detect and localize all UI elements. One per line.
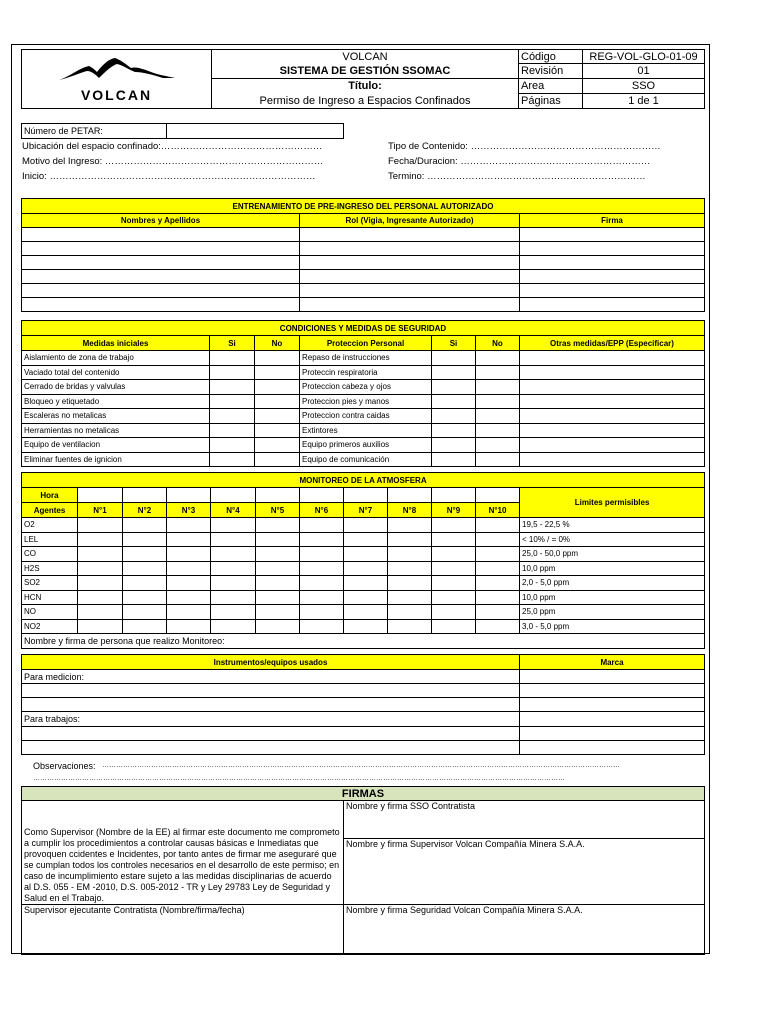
h-medidas: Medidas iniciales bbox=[22, 336, 210, 351]
training-table bbox=[21, 198, 705, 312]
table-row bbox=[22, 590, 705, 605]
proteccion-label: Proteccin respiratoria bbox=[300, 365, 432, 380]
limit-value: 25,0 ppm bbox=[520, 605, 705, 620]
otras-cell[interactable] bbox=[520, 365, 705, 380]
document-title: Permiso de Ingreso a Espacios Confinados bbox=[212, 94, 519, 109]
supervisor-volcan-signature[interactable]: Nombre y firma Supervisor Volcan Compañía Minera S.A.A. bbox=[344, 839, 705, 905]
proteccion-no-cell[interactable] bbox=[476, 423, 520, 438]
reading-cell[interactable] bbox=[78, 561, 123, 576]
conditions-title: CONDICIONES Y MEDIDAS DE SEGURIDAD bbox=[22, 321, 705, 336]
reading-cell[interactable] bbox=[256, 619, 300, 634]
h-no: No bbox=[255, 336, 300, 351]
medida-no-cell[interactable] bbox=[255, 365, 300, 380]
volcan-logo-icon bbox=[57, 56, 177, 86]
otras-cell[interactable] bbox=[520, 409, 705, 424]
proteccion-no-cell[interactable] bbox=[476, 452, 520, 467]
firmas-table bbox=[21, 786, 705, 955]
medida-no-cell[interactable] bbox=[255, 452, 300, 467]
reading-cell[interactable] bbox=[123, 576, 167, 591]
training-title: ENTRENAMIENTO DE PRE-INGRESO DEL PERSONAL AUTORIZADO bbox=[22, 199, 705, 214]
reading-cell[interactable] bbox=[388, 590, 432, 605]
reading-cell[interactable] bbox=[211, 619, 256, 634]
medida-no-cell[interactable] bbox=[255, 394, 300, 409]
petar-input[interactable] bbox=[167, 124, 344, 139]
reading-cell[interactable] bbox=[344, 619, 388, 634]
h-proteccion: Proteccion Personal bbox=[300, 336, 432, 351]
reading-cell[interactable] bbox=[476, 605, 520, 620]
proteccion-label: Proteccion cabeza y ojos bbox=[300, 380, 432, 395]
reading-cell[interactable] bbox=[123, 561, 167, 576]
hora-cell[interactable] bbox=[167, 488, 211, 503]
marca-title: Marca bbox=[520, 655, 705, 670]
hora-cell[interactable] bbox=[388, 488, 432, 503]
reading-cell[interactable] bbox=[78, 605, 123, 620]
reading-cell[interactable] bbox=[211, 590, 256, 605]
table-row bbox=[22, 547, 705, 562]
reading-cell[interactable] bbox=[432, 605, 476, 620]
petar-table bbox=[21, 123, 344, 139]
medida-label: Herramientas no metalicas bbox=[22, 423, 210, 438]
h-si: Si bbox=[210, 336, 255, 351]
limit-value: 3,0 - 5,0 ppm bbox=[520, 619, 705, 634]
proteccion-label: Equipo primeros auxilios bbox=[300, 438, 432, 453]
limit-value: 10,0 ppm bbox=[520, 561, 705, 576]
reading-cell[interactable] bbox=[388, 532, 432, 547]
reading-cell[interactable] bbox=[432, 576, 476, 591]
table-row bbox=[22, 351, 705, 366]
reading-cell[interactable] bbox=[78, 590, 123, 605]
limites-header: Limites permisibles bbox=[520, 488, 705, 518]
tipo-line[interactable]: Tipo de Contenido: …………………………………………………… bbox=[388, 141, 661, 152]
hora-cell[interactable] bbox=[300, 488, 344, 503]
proteccion-si-cell[interactable] bbox=[432, 365, 476, 380]
limit-value: < 10% / = 0% bbox=[520, 532, 705, 547]
reading-col-header: N°2 bbox=[123, 503, 167, 518]
reading-cell[interactable] bbox=[256, 561, 300, 576]
table-row bbox=[22, 228, 705, 242]
table-row bbox=[22, 452, 705, 467]
meta-value-0: REG-VOL-GLO-01-09 bbox=[583, 50, 705, 64]
reading-cell[interactable] bbox=[388, 605, 432, 620]
reading-cell[interactable] bbox=[256, 518, 300, 533]
reading-col-header: N°4 bbox=[211, 503, 256, 518]
observaciones-label: Observaciones: bbox=[33, 761, 96, 771]
trabajos-label[interactable]: Para trabajos: bbox=[22, 712, 520, 727]
table-row bbox=[22, 576, 705, 591]
table-row bbox=[22, 438, 705, 453]
meta-label-2: Area bbox=[519, 79, 583, 94]
conditions-table bbox=[21, 320, 705, 467]
reading-cell[interactable] bbox=[167, 547, 211, 562]
hora-cell[interactable] bbox=[476, 488, 520, 503]
reading-cell[interactable] bbox=[344, 561, 388, 576]
hora-cell[interactable] bbox=[256, 488, 300, 503]
reading-cell[interactable] bbox=[256, 605, 300, 620]
limit-value: 19,5 - 22,5 % bbox=[520, 518, 705, 533]
table-row bbox=[22, 423, 705, 438]
reading-cell[interactable] bbox=[211, 605, 256, 620]
medida-si-cell[interactable] bbox=[210, 365, 255, 380]
compromiso-text: Como Supervisor (Nombre de la EE) al firmar este documento me comprometo a cumplir los procedimientos a controlar causas básicas e Inmediatas que provoquen ccidentes e Incidentes, por tanto antes de firmar me aseguraré que se cumplan todos los controles necesarios en el desarrollo de este permiso; en caso de incumplimiento estare sujeto a las medidas disciplinarias de acuerdo al D.S. 055 - EM -2010, D.S. 005-2012 - TR y Ley 29783 Ley de Seguridad y Salud en el Trabajo. bbox=[22, 801, 344, 905]
proteccion-no-cell[interactable] bbox=[476, 380, 520, 395]
limit-value: 10,0 ppm bbox=[520, 590, 705, 605]
reading-cell[interactable] bbox=[344, 547, 388, 562]
reading-cell[interactable] bbox=[256, 532, 300, 547]
reading-cell[interactable] bbox=[300, 590, 344, 605]
meta-value-2: SSO bbox=[583, 79, 705, 94]
reading-col-header: N°6 bbox=[300, 503, 344, 518]
reading-cell[interactable] bbox=[476, 532, 520, 547]
reading-cell[interactable] bbox=[123, 518, 167, 533]
petar-label: Número de PETAR: bbox=[22, 124, 167, 139]
medida-label: Bloqueo y etiquetado bbox=[22, 394, 210, 409]
observaciones-line-1[interactable]: …………………………………………………………………………………………………………………………………………………………………………………………………… bbox=[102, 762, 620, 769]
table-row bbox=[22, 518, 705, 533]
medida-si-cell[interactable] bbox=[210, 452, 255, 467]
reading-cell[interactable] bbox=[476, 619, 520, 634]
header-table bbox=[21, 49, 705, 109]
hora-cell[interactable] bbox=[123, 488, 167, 503]
observaciones-line-2[interactable]: ………………………………………………………………………………………………………………………………………………………………………………………………………… bbox=[33, 775, 565, 782]
reading-cell[interactable] bbox=[300, 605, 344, 620]
reading-cell[interactable] bbox=[300, 576, 344, 591]
proteccion-si-cell[interactable] bbox=[432, 394, 476, 409]
fecha-line[interactable]: Fecha/Duracion: …………………………………………………… bbox=[388, 156, 651, 167]
instruments-title: Instrumentos/equipos usados bbox=[22, 655, 520, 670]
reading-cell[interactable] bbox=[167, 532, 211, 547]
table-row bbox=[22, 242, 705, 256]
reading-cell[interactable] bbox=[300, 532, 344, 547]
h-otras: Otras medidas/EPP (Especificar) bbox=[520, 336, 705, 351]
monitoring-table bbox=[21, 472, 705, 649]
reading-cell[interactable] bbox=[78, 619, 123, 634]
reading-cell[interactable] bbox=[123, 619, 167, 634]
titulo-label: Título: bbox=[212, 79, 519, 94]
instruments-table bbox=[21, 654, 705, 755]
reading-cell[interactable] bbox=[432, 518, 476, 533]
hora-cell[interactable] bbox=[78, 488, 123, 503]
reading-cell[interactable] bbox=[344, 532, 388, 547]
reading-cell[interactable] bbox=[432, 561, 476, 576]
proteccion-si-cell[interactable] bbox=[432, 380, 476, 395]
reading-cell[interactable] bbox=[388, 619, 432, 634]
agent-label: HCN bbox=[22, 590, 78, 605]
medida-label: Vaciado total del contenido bbox=[22, 365, 210, 380]
proteccion-si-cell[interactable] bbox=[432, 438, 476, 453]
reading-cell[interactable] bbox=[388, 518, 432, 533]
proteccion-si-cell[interactable] bbox=[432, 423, 476, 438]
monitoring-signature[interactable]: Nombre y firma de persona que realizo Monitoreo: bbox=[22, 634, 705, 649]
otras-cell[interactable] bbox=[520, 351, 705, 366]
proteccion-no-cell[interactable] bbox=[476, 394, 520, 409]
reading-cell[interactable] bbox=[211, 576, 256, 591]
reading-col-header: N°10 bbox=[476, 503, 520, 518]
reading-cell[interactable] bbox=[167, 619, 211, 634]
sso-signature[interactable]: Nombre y firma SSO Contratista bbox=[344, 801, 705, 839]
h-no2: No bbox=[476, 336, 520, 351]
agent-label: NO bbox=[22, 605, 78, 620]
reading-cell[interactable] bbox=[300, 547, 344, 562]
proteccion-label: Proteccion pies y manos bbox=[300, 394, 432, 409]
table-row bbox=[22, 270, 705, 284]
reading-cell[interactable] bbox=[211, 547, 256, 562]
logo-text: VOLCAN bbox=[80, 86, 153, 103]
reading-cell[interactable] bbox=[432, 590, 476, 605]
medida-label: Escaleras no metalicas bbox=[22, 409, 210, 424]
ubicacion-line[interactable]: Ubicación del espacio confinado:…………………………………………… bbox=[22, 141, 323, 152]
meta-label-3: Páginas bbox=[519, 94, 583, 109]
agent-label: LEL bbox=[22, 532, 78, 547]
reading-cell[interactable] bbox=[211, 561, 256, 576]
reading-col-header: N°9 bbox=[432, 503, 476, 518]
reading-cell[interactable] bbox=[167, 590, 211, 605]
reading-cell[interactable] bbox=[167, 576, 211, 591]
proteccion-no-cell[interactable] bbox=[476, 409, 520, 424]
reading-cell[interactable] bbox=[476, 518, 520, 533]
proteccion-si-cell[interactable] bbox=[432, 409, 476, 424]
reading-cell[interactable] bbox=[388, 561, 432, 576]
monitoring-title: MONITOREO DE LA ATMOSFERA bbox=[22, 473, 705, 488]
reading-cell[interactable] bbox=[167, 561, 211, 576]
medida-label: Aislamiento de zona de trabajo bbox=[22, 351, 210, 366]
agentes-label: Agentes bbox=[22, 503, 78, 518]
reading-cell[interactable] bbox=[344, 590, 388, 605]
reading-cell[interactable] bbox=[432, 547, 476, 562]
reading-col-header: N°7 bbox=[344, 503, 388, 518]
proteccion-no-cell[interactable] bbox=[476, 365, 520, 380]
limit-value: 2,0 - 5,0 ppm bbox=[520, 576, 705, 591]
table-row bbox=[22, 394, 705, 409]
reading-cell[interactable] bbox=[78, 576, 123, 591]
table-row bbox=[22, 256, 705, 270]
medida-no-cell[interactable] bbox=[255, 351, 300, 366]
table-row bbox=[22, 409, 705, 424]
reading-cell[interactable] bbox=[476, 547, 520, 562]
reading-cell[interactable] bbox=[123, 605, 167, 620]
table-row bbox=[22, 532, 705, 547]
reading-cell[interactable] bbox=[388, 576, 432, 591]
medida-no-cell[interactable] bbox=[255, 423, 300, 438]
reading-col-header: N°1 bbox=[78, 503, 123, 518]
table-row bbox=[22, 365, 705, 380]
medida-si-cell[interactable] bbox=[210, 423, 255, 438]
reading-cell[interactable] bbox=[123, 590, 167, 605]
training-col-names: Nombres y Apellidos bbox=[22, 214, 300, 228]
reading-col-header: N°8 bbox=[388, 503, 432, 518]
reading-col-header: N°3 bbox=[167, 503, 211, 518]
proteccion-label: Proteccion contra caidas bbox=[300, 409, 432, 424]
reading-cell[interactable] bbox=[432, 619, 476, 634]
medida-label: Eliminar fuentes de ignicion bbox=[22, 452, 210, 467]
system-name: SISTEMA DE GESTIÓN SSOMAC bbox=[212, 64, 519, 79]
reading-cell[interactable] bbox=[167, 605, 211, 620]
proteccion-si-cell[interactable] bbox=[432, 452, 476, 467]
motivo-line[interactable]: Motivo del Ingreso: …………………………………………………………… bbox=[22, 156, 324, 167]
seguridad-volcan-signature[interactable]: Nombre y firma Seguridad Volcan Compañía Minera S.A.A. bbox=[344, 905, 705, 955]
reading-cell[interactable] bbox=[211, 518, 256, 533]
reading-cell[interactable] bbox=[344, 518, 388, 533]
hora-cell[interactable] bbox=[344, 488, 388, 503]
agent-label: SO2 bbox=[22, 576, 78, 591]
reading-cell[interactable] bbox=[123, 532, 167, 547]
meta-label-0: Código bbox=[519, 50, 583, 64]
agent-label: NO2 bbox=[22, 619, 78, 634]
logo-cell bbox=[22, 50, 212, 109]
reading-cell[interactable] bbox=[78, 518, 123, 533]
limit-value: 25,0 - 50,0 ppm bbox=[520, 547, 705, 562]
reading-cell[interactable] bbox=[388, 547, 432, 562]
firmas-title: FIRMAS bbox=[22, 787, 705, 801]
training-col-signature: Firma bbox=[520, 214, 705, 228]
reading-cell[interactable] bbox=[300, 561, 344, 576]
reading-cell[interactable] bbox=[344, 605, 388, 620]
otras-cell[interactable] bbox=[520, 438, 705, 453]
table-row bbox=[22, 605, 705, 620]
medida-label: Equipo de ventilacion bbox=[22, 438, 210, 453]
proteccion-label: Extintores bbox=[300, 423, 432, 438]
table-row bbox=[22, 561, 705, 576]
reading-cell[interactable] bbox=[476, 590, 520, 605]
proteccion-label: Equipo de comunicación bbox=[300, 452, 432, 467]
reading-cell[interactable] bbox=[476, 561, 520, 576]
hora-cell[interactable] bbox=[432, 488, 476, 503]
medida-no-cell[interactable] bbox=[255, 409, 300, 424]
reading-cell[interactable] bbox=[300, 619, 344, 634]
agent-label: H2S bbox=[22, 561, 78, 576]
agent-label: CO bbox=[22, 547, 78, 562]
reading-cell[interactable] bbox=[78, 532, 123, 547]
agent-label: O2 bbox=[22, 518, 78, 533]
otras-cell[interactable] bbox=[520, 423, 705, 438]
proteccion-no-cell[interactable] bbox=[476, 351, 520, 366]
medida-si-cell[interactable] bbox=[210, 394, 255, 409]
reading-cell[interactable] bbox=[123, 547, 167, 562]
reading-cell[interactable] bbox=[256, 576, 300, 591]
proteccion-label: Repaso de instrucciones bbox=[300, 351, 432, 366]
h-si2: Si bbox=[432, 336, 476, 351]
table-row bbox=[22, 380, 705, 395]
proteccion-si-cell[interactable] bbox=[432, 351, 476, 366]
termino-line[interactable]: Termino: …………………………………………………………… bbox=[388, 171, 646, 182]
inicio-line[interactable]: Inicio: ………………………………………………………………………… bbox=[22, 171, 316, 182]
medida-si-cell[interactable] bbox=[210, 409, 255, 424]
company-name: VOLCAN bbox=[212, 50, 519, 64]
medida-label: Cerrado de bridas y valvulas bbox=[22, 380, 210, 395]
medicion-label[interactable]: Para medicion: bbox=[22, 670, 520, 684]
reading-col-header: N°5 bbox=[256, 503, 300, 518]
reading-cell[interactable] bbox=[256, 590, 300, 605]
meta-value-3: 1 de 1 bbox=[583, 94, 705, 109]
hora-cell[interactable] bbox=[211, 488, 256, 503]
medida-si-cell[interactable] bbox=[210, 351, 255, 366]
meta-value-1: 01 bbox=[583, 64, 705, 79]
medida-si-cell[interactable] bbox=[210, 438, 255, 453]
meta-label-1: Revisión bbox=[519, 64, 583, 79]
reading-cell[interactable] bbox=[476, 576, 520, 591]
reading-cell[interactable] bbox=[344, 576, 388, 591]
medida-no-cell[interactable] bbox=[255, 438, 300, 453]
medida-si-cell[interactable] bbox=[210, 380, 255, 395]
otras-cell[interactable] bbox=[520, 380, 705, 395]
table-row bbox=[22, 284, 705, 298]
reading-cell[interactable] bbox=[432, 532, 476, 547]
hora-label: Hora bbox=[22, 488, 78, 503]
medida-no-cell[interactable] bbox=[255, 380, 300, 395]
reading-cell[interactable] bbox=[167, 518, 211, 533]
reading-cell[interactable] bbox=[78, 547, 123, 562]
table-row bbox=[22, 619, 705, 634]
table-row bbox=[22, 298, 705, 312]
training-col-role: Rol (Vigia, Ingresante Autorizado) bbox=[300, 214, 520, 228]
otras-cell[interactable] bbox=[520, 452, 705, 467]
reading-cell[interactable] bbox=[256, 547, 300, 562]
reading-cell[interactable] bbox=[300, 518, 344, 533]
proteccion-no-cell[interactable] bbox=[476, 438, 520, 453]
reading-cell[interactable] bbox=[211, 532, 256, 547]
supervisor-ejecutante-signature[interactable]: Supervisor ejecutante Contratista (Nombre/firma/fecha) bbox=[22, 905, 344, 955]
otras-cell[interactable] bbox=[520, 394, 705, 409]
